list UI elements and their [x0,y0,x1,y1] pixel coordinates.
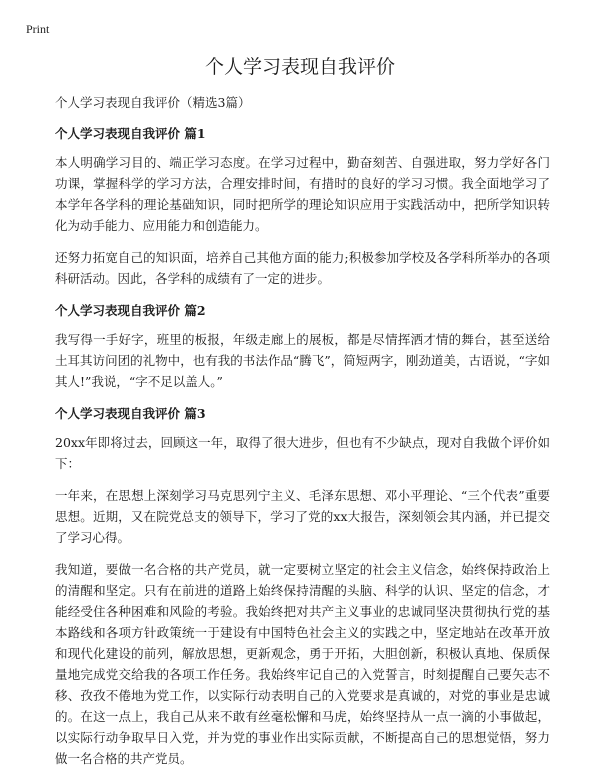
section-1 [55,123,550,289]
document-body [55,92,550,780]
section-heading: 个人学习表现自我评价 篇1 [55,126,206,141]
section-3 [55,403,550,769]
section-heading: 个人学习表现自我评价 篇3 [55,406,206,421]
paragraph: 还努力拓宽自己的知识面，培养自己其他方面的能力;积极参加学校及各学科所举办的各项科研活动。因此，各学科的成绩有了一定的进步。 [55,250,550,286]
paragraph: 本人明确学习目的、端正学习态度。在学习过程中，勤奋刻苦、自强进取，努力学好各门功课，掌握科学的学习方法，合理安排时间，有措时的良好的学习习惯。我全面地学习了本学年各学科的理论基础知识，同时把所学的理论知识应用于实践活动中，把所学知识转化为动手能力、应用能力和创造能力。 [55,155,550,233]
paragraph: 一年来，在思想上深刻学习马克思列宁主义、毛泽东思想、邓小平理论、“三个代表”重要思想。近期，又在院党总支的领导下，学习了党的xx大报告，深刻领会其内涵，并已提交了学习心得。 [55,488,550,545]
paragraph: 我知道，要做一名合格的共产党员，就一定要树立坚定的社会主义信念，始终保持政治上的清醒和坚定。只有在前进的道路上始终保持清醒的头脑、科学的认识、坚定的信念，才能经受住各种困难和风险的考验。我始终把对共产主义事业的忠诚同坚决贯彻执行党的基本路线和各项方针政策统一于建设有中国特色社会主义的实践之中，坚定地站在改革开放和现代化建设的前列，解放思想，更新观念，勇于开拓，大胆创新，积极认真地、保质保量地完成党交给我的各项工作任务。我始终牢记自己的入党誓言，时刻提醒自己要矢志不移、孜孜不倦地为党工作，以实际行动表明自己的入党要求是真诚的，对党的事业是忠诚的。在这一点上，我自己从来不敢有丝毫松懈和马虎，始终坚持从一点一滴的小事做起，以实际行动争取早日入党，并为党的事业作出实际贡献，不断提高自己的思想觉悟，努力做一名合格的共产党员。 [55,562,550,766]
page-title: 个人学习表现自我评价 [204,56,395,78]
paragraph: 20xx年即将过去，回顾这一年，取得了很大进步，但也有不少缺点，现对自我做个评价如下： [55,435,550,471]
print-label: Print [26,22,50,36]
section-2 [55,300,550,392]
paragraph: 我写得一手好字，班里的板报，年级走廊上的展板，都是尽情挥洒才情的舞台，甚至送给土耳其访问团的礼物中，也有我的书法作品“腾飞”，简短两字，刚劲道美，古语说，“字如其人!”我说，“字不足以盖人。” [55,332,550,389]
document-subtitle: 个人学习表现自我评价（精选3篇） [55,95,251,110]
section-heading: 个人学习表现自我评价 篇2 [55,303,206,318]
